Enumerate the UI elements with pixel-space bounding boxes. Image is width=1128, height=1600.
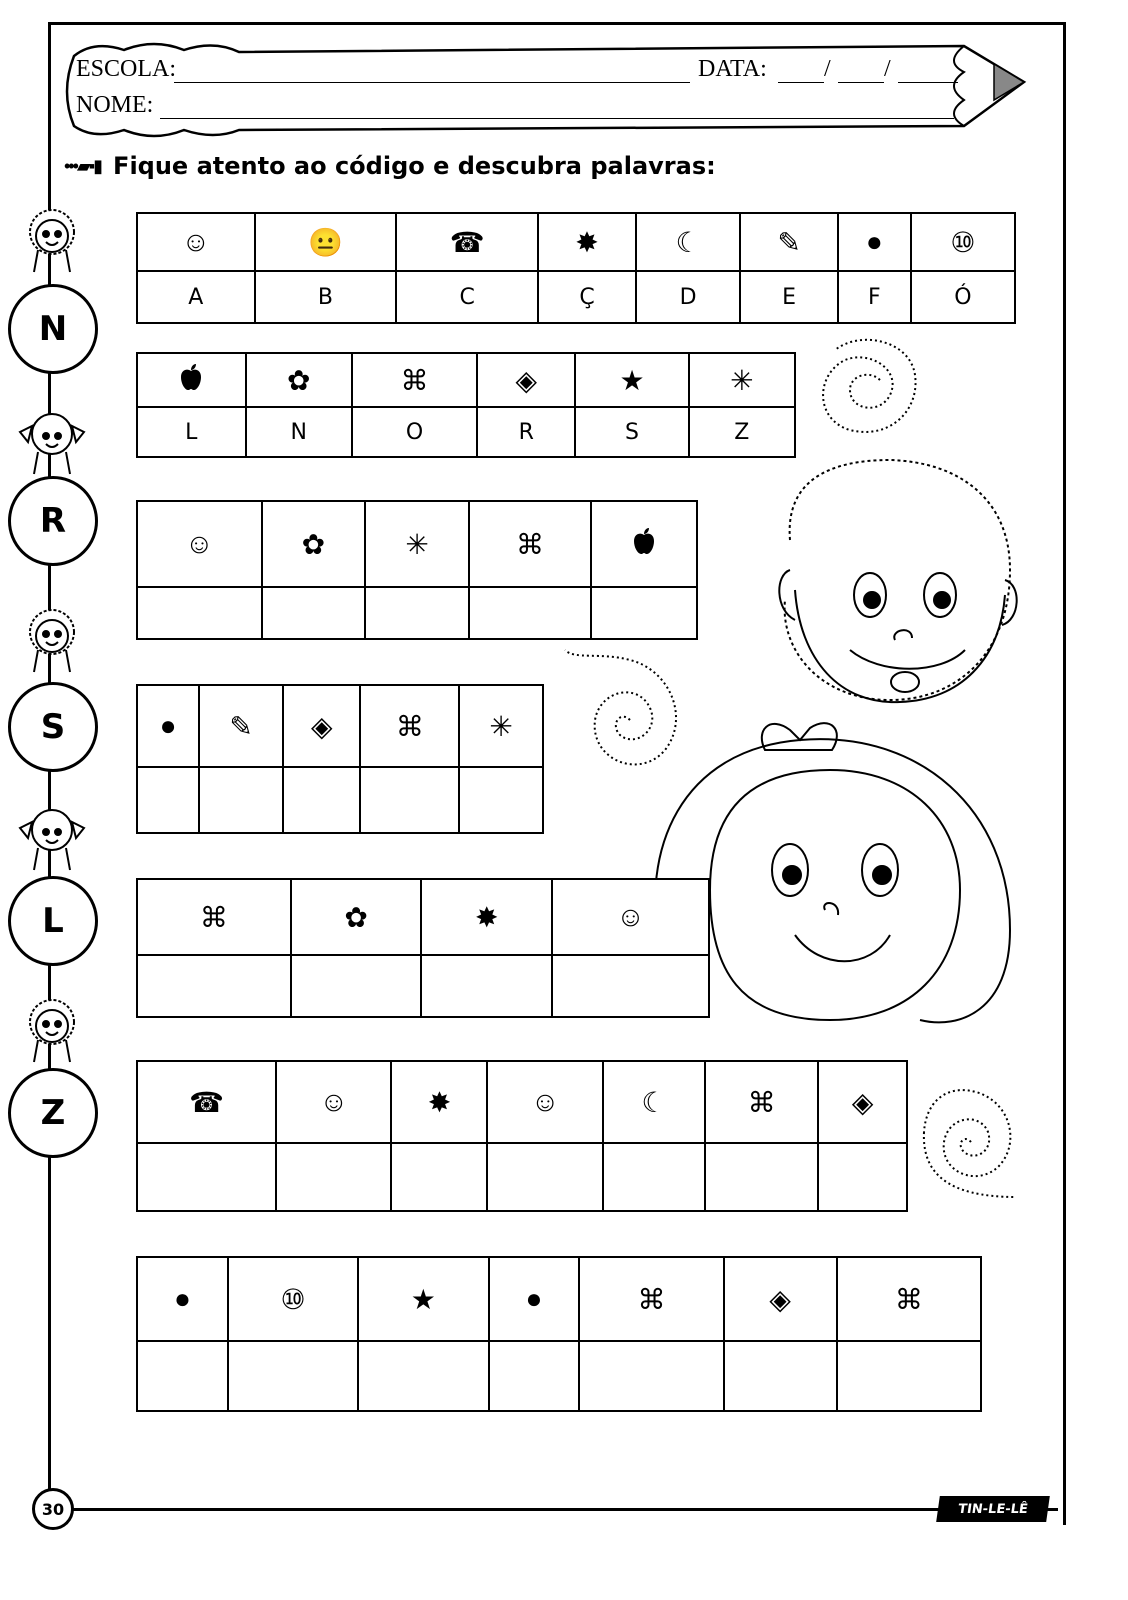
diamond-target-icon: ◈ <box>724 1257 837 1341</box>
key-letter: Z <box>689 407 795 457</box>
answer-cell[interactable] <box>137 767 199 833</box>
date-separator: / <box>884 56 891 82</box>
key-letter: L <box>137 407 246 457</box>
burst-star-icon: ✸ <box>538 213 636 271</box>
answer-cell[interactable] <box>137 587 262 639</box>
answer-cell[interactable] <box>421 955 552 1017</box>
answer-cell[interactable] <box>552 955 709 1017</box>
star-icon: ★ <box>575 353 688 407</box>
filled-circle-icon: ● <box>137 1257 228 1341</box>
key-letter: Ç <box>538 271 636 323</box>
command-knot-icon: ⌘ <box>360 685 459 767</box>
answer-cell[interactable] <box>818 1143 907 1211</box>
command-knot-icon: ⌘ <box>837 1257 981 1341</box>
instruction-text: Fique atento ao código e descubra palavras: <box>113 152 716 180</box>
burst-star-icon: ✸ <box>421 879 552 955</box>
answer-cell[interactable] <box>291 955 422 1017</box>
side-letter-n: N <box>8 284 98 374</box>
telephone-icon: ☎ <box>137 1061 276 1143</box>
answer-cell[interactable] <box>276 1143 391 1211</box>
puzzle-symbols <box>137 685 543 767</box>
puzzle-5 <box>136 1256 982 1412</box>
side-letter-r: R <box>8 476 98 566</box>
filled-circle-icon: ● <box>489 1257 580 1341</box>
circled-ten-icon: ⑩ <box>228 1257 358 1341</box>
side-letter-s: S <box>8 682 98 772</box>
command-knot-icon: ⌘ <box>579 1257 723 1341</box>
key-letter: O <box>352 407 477 457</box>
boy-head-icon <box>12 200 92 280</box>
key-letter: A <box>137 271 255 323</box>
puzzle-4 <box>136 1060 908 1212</box>
spiral-decoration <box>916 1072 1026 1212</box>
burst-star-icon: ✸ <box>391 1061 487 1143</box>
smiley-icon: ☺ <box>137 213 255 271</box>
diamond-target-icon: ◈ <box>283 685 360 767</box>
asterisk-icon: ✳ <box>689 353 795 407</box>
code-key-1 <box>136 212 1016 324</box>
puzzle-answers <box>137 1341 981 1411</box>
puzzle-symbols <box>137 879 709 955</box>
filled-circle-icon: ● <box>137 685 199 767</box>
star-icon: ★ <box>358 1257 488 1341</box>
date-year-field[interactable] <box>898 82 958 83</box>
pencil-bullet-icon: •••▰▪▮ <box>64 155 102 176</box>
command-knot-icon: ⌘ <box>352 353 477 407</box>
page-frame-bottom <box>68 1508 1058 1511</box>
answer-cell[interactable] <box>360 767 459 833</box>
name-field[interactable] <box>160 118 954 119</box>
boy-head-icon <box>12 600 92 680</box>
key-letter: C <box>396 271 538 323</box>
puzzle-symbols <box>137 1257 981 1341</box>
code-key-1-symbols <box>137 213 1015 271</box>
command-knot-icon: ⌘ <box>469 501 591 587</box>
answer-cell[interactable] <box>705 1143 818 1211</box>
school-field[interactable] <box>174 82 690 83</box>
answer-cell[interactable] <box>391 1143 487 1211</box>
answer-cell[interactable] <box>724 1341 837 1411</box>
date-label: DATA: <box>698 56 767 82</box>
puzzle-3 <box>136 878 710 1018</box>
key-letter: E <box>740 271 838 323</box>
answer-cell[interactable] <box>603 1143 705 1211</box>
puzzle-answers <box>137 955 709 1017</box>
answer-cell[interactable] <box>487 1143 602 1211</box>
date-day-field[interactable] <box>778 82 824 83</box>
key-letter: D <box>636 271 740 323</box>
boy-head-icon <box>12 990 92 1070</box>
puzzle-2 <box>136 684 544 834</box>
page-number: 30 <box>32 1488 74 1530</box>
date-month-field[interactable] <box>838 82 884 83</box>
smiley-icon: ☺ <box>276 1061 391 1143</box>
key-letter: N <box>246 407 352 457</box>
publisher-logo: TIN-LE-LÊ <box>936 1496 1050 1522</box>
diamond-target-icon: ◈ <box>477 353 575 407</box>
answer-cell[interactable] <box>137 1143 276 1211</box>
girl-head-icon <box>12 402 92 482</box>
key-letter: F <box>838 271 911 323</box>
smiley-icon: ☺ <box>487 1061 602 1143</box>
answer-cell[interactable] <box>489 1341 580 1411</box>
answer-cell[interactable] <box>262 587 366 639</box>
answer-cell[interactable] <box>579 1341 723 1411</box>
code-key-1-letters <box>137 271 1015 323</box>
side-letter-l: L <box>8 876 98 966</box>
puzzle-answers <box>137 767 543 833</box>
key-letter: B <box>255 271 397 323</box>
answer-cell[interactable] <box>137 955 291 1017</box>
answer-cell[interactable] <box>283 767 360 833</box>
flower-icon: ✿ <box>246 353 352 407</box>
circled-ten-icon: ⑩ <box>911 213 1015 271</box>
neutral-face-icon: 😐 <box>255 213 397 271</box>
apple-icon <box>137 353 246 407</box>
answer-cell[interactable] <box>837 1341 981 1411</box>
smiley-icon: ☺ <box>552 879 709 955</box>
apple-icon <box>179 363 203 391</box>
date-separator: / <box>824 56 831 82</box>
pencil-icon: ✎ <box>199 685 283 767</box>
answer-cell[interactable] <box>199 767 283 833</box>
answer-cell[interactable] <box>459 767 543 833</box>
asterisk-icon: ✳ <box>365 501 469 587</box>
flower-icon: ✿ <box>262 501 366 587</box>
puzzle-symbols <box>137 1061 907 1143</box>
girl-head-icon <box>12 798 92 878</box>
command-knot-icon: ⌘ <box>705 1061 818 1143</box>
key-letter: Ó <box>911 271 1015 323</box>
key-letter: S <box>575 407 688 457</box>
answer-cell[interactable] <box>137 1341 228 1411</box>
answer-cell[interactable] <box>358 1341 488 1411</box>
pencil-icon: ✎ <box>740 213 838 271</box>
answer-cell[interactable] <box>228 1341 358 1411</box>
filled-circle-icon: ● <box>838 213 911 271</box>
header-pencil <box>64 42 1050 138</box>
moon-icon: ☾ <box>636 213 740 271</box>
command-knot-icon: ⌘ <box>137 879 291 955</box>
moon-icon: ☾ <box>603 1061 705 1143</box>
puzzle-answers <box>137 1143 907 1211</box>
key-letter: R <box>477 407 575 457</box>
answer-cell[interactable] <box>365 587 469 639</box>
diamond-target-icon: ◈ <box>818 1061 907 1143</box>
name-label: NOME: <box>76 92 154 118</box>
school-label: ESCOLA: <box>76 56 177 82</box>
smiley-icon: ☺ <box>137 501 262 587</box>
asterisk-icon: ✳ <box>459 685 543 767</box>
side-letter-z: Z <box>8 1068 98 1158</box>
telephone-icon: ☎ <box>396 213 538 271</box>
flower-icon: ✿ <box>291 879 422 955</box>
pencil-outline-icon <box>64 42 1050 138</box>
instruction <box>64 148 716 184</box>
